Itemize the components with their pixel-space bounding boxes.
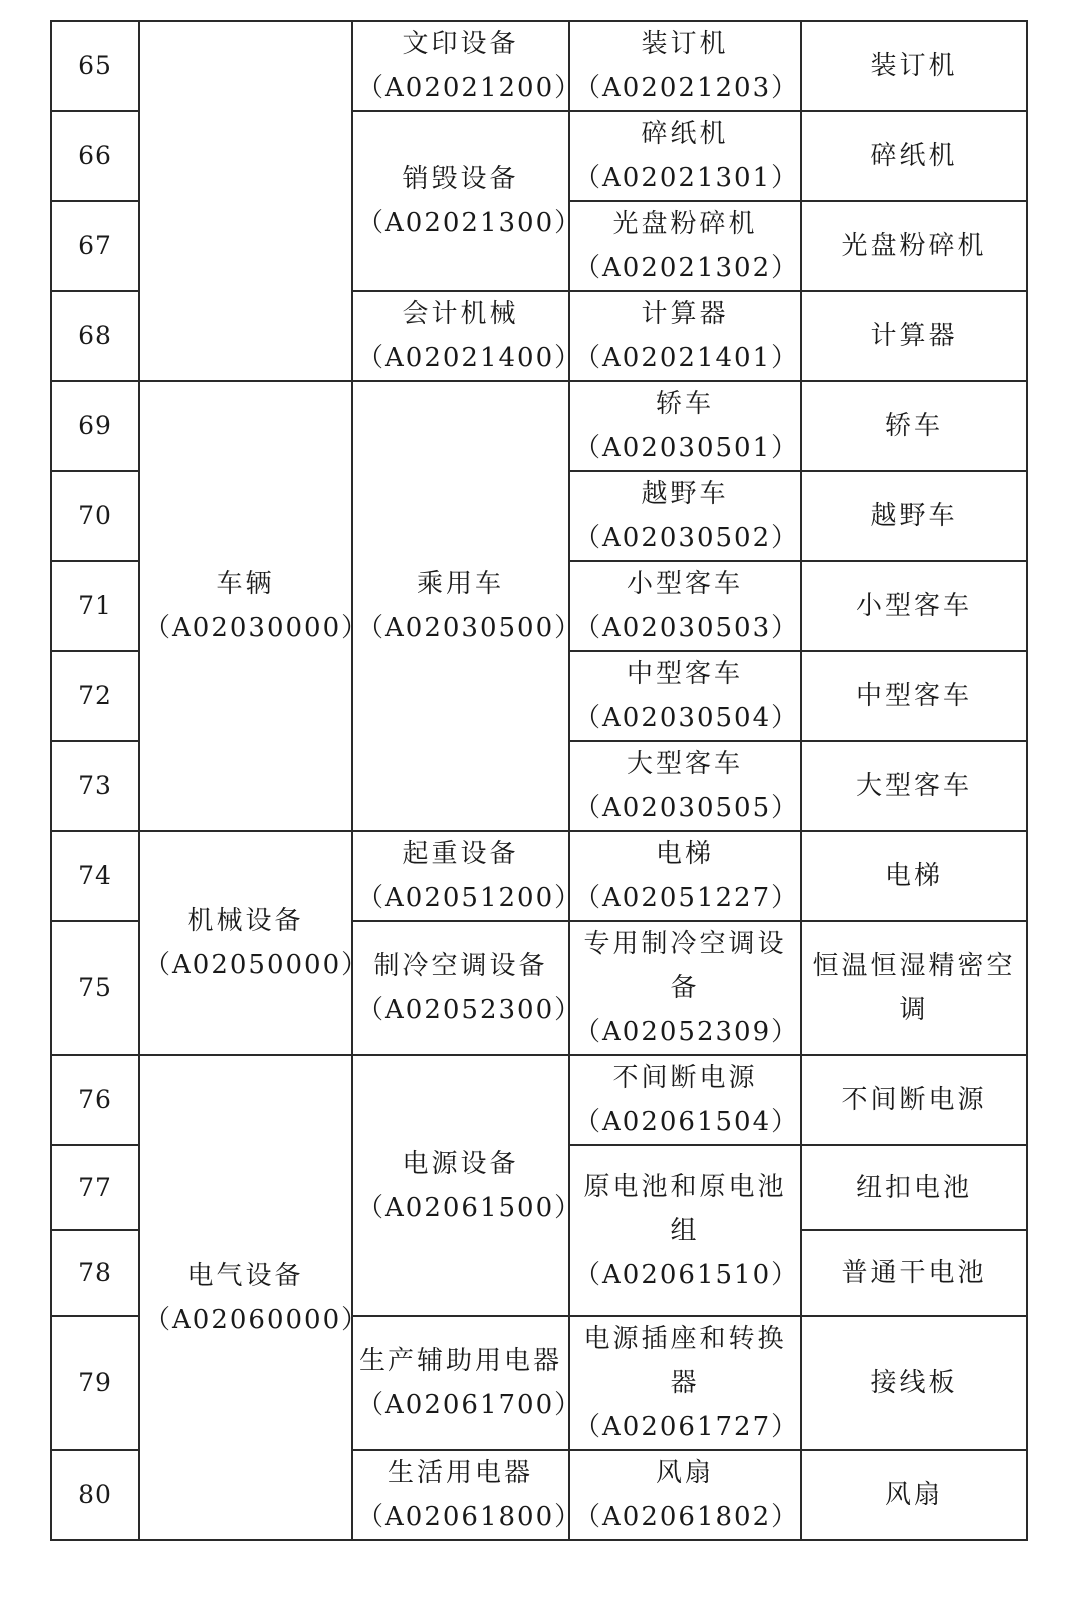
item-code: （A02021301） [574,163,800,193]
subcategory-code: （A02051200） [357,883,583,913]
category-cell [139,381,370,831]
row-number: 75 [51,921,139,1055]
item-cell [569,921,801,1055]
item-cell [569,831,801,921]
item-cell [569,741,801,831]
category-code: （A02050000） [144,950,370,980]
subcategory-code: （A02061500） [357,1192,583,1223]
item-code: （A02052309） [574,1017,800,1047]
product-cell: 纽扣电池 [801,1145,1027,1230]
item-code: （A02030502） [574,523,800,553]
subcategory-cell [352,111,583,291]
item-cell [569,1450,801,1540]
item-name: 轿车 [655,389,714,419]
item-cell [569,21,801,111]
item-cell [569,201,801,291]
item-code: （A02030504） [574,703,800,733]
product-cell: 计算器 [801,291,1027,381]
item-name: 电梯 [655,839,714,869]
subcategory-cell [352,1055,583,1316]
item-code: （A02061802） [574,1502,800,1532]
item-name: 中型客车 [626,659,743,689]
product-cell: 恒温恒湿精密空调 [801,921,1027,1055]
product-cell: 装订机 [801,21,1027,111]
row-number: 69 [51,381,139,471]
subcategory-name: 乘用车 [416,569,504,599]
item-cell [569,1055,801,1145]
product-cell: 越野车 [801,471,1027,561]
product-cell: 光盘粉碎机 [801,201,1027,291]
product-cell: 普通干电池 [801,1230,1027,1316]
item-name: 大型客车 [626,749,743,779]
item-cell [569,291,801,381]
subcategory-name: 会计机械 [402,299,519,329]
product-cell: 接线板 [801,1316,1027,1450]
subcategory-cell [352,291,583,381]
item-cell [569,381,801,471]
category-cell [139,21,352,381]
row-number: 73 [51,741,139,831]
item-cell [569,561,801,651]
subcategory-code: （A02061700） [357,1390,583,1420]
row-number: 66 [51,111,139,201]
category-cell [139,1055,370,1540]
item-name: 光盘粉碎机 [612,209,758,239]
item-code: （A02021203） [574,73,800,103]
item-code: （A02061510） [574,1259,800,1290]
row-number: 77 [51,1145,139,1230]
item-name: 装订机 [641,29,729,59]
product-cell: 风扇 [801,1450,1027,1540]
category-name: 机械设备 [187,906,304,936]
subcategory-code: （A02052300） [357,995,583,1025]
subcategory-name: 销毁设备 [402,164,519,194]
item-cell [569,651,801,741]
item-cell [569,111,801,201]
category-code: （A02030000） [144,613,370,643]
row-number: 78 [51,1230,139,1316]
row-number: 71 [51,561,139,651]
item-code: （A02021302） [574,253,800,283]
item-cell [569,1145,801,1316]
item-code: （A02030505） [574,793,800,823]
table-row [51,21,1027,111]
product-cell: 碎纸机 [801,111,1027,201]
item-code: （A02061727） [574,1412,800,1442]
item-code: （A02030501） [574,433,800,463]
subcategory-code: （A02021200） [357,73,583,103]
subcategory-name: 制冷空调设备 [373,951,548,981]
item-code: （A02021401） [574,343,800,373]
table-row [51,831,1027,921]
item-name: 碎纸机 [641,119,729,149]
subcategory-name: 电源设备 [402,1148,519,1179]
subcategory-cell [352,1450,583,1540]
item-name: 小型客车 [626,569,743,599]
category-code: （A02060000） [144,1304,370,1335]
row-number: 68 [51,291,139,381]
subcategory-cell [352,381,583,831]
subcategory-code: （A02030500） [357,613,583,643]
item-name: 专用制冷空调设备 [583,929,787,1003]
product-cell: 轿车 [801,381,1027,471]
item-name: 计算器 [641,299,729,329]
row-number: 67 [51,201,139,291]
table-row [51,381,1027,471]
subcategory-cell [352,1316,583,1450]
category-name: 车辆 [216,569,275,599]
subcategory-name: 生产辅助用电器 [358,1346,562,1376]
subcategory-cell [352,921,583,1055]
item-name: 电源插座和转换器 [583,1324,787,1398]
item-cell [569,471,801,561]
item-code: （A02061504） [574,1107,800,1137]
subcategory-cell [352,831,583,921]
row-number: 65 [51,21,139,111]
product-cell: 小型客车 [801,561,1027,651]
row-number: 79 [51,1316,139,1450]
item-code: （A02051227） [574,883,800,913]
item-name: 原电池和原电池组 [583,1171,787,1246]
subcategory-code: （A02021300） [357,208,583,238]
subcategory-code: （A02061800） [357,1502,583,1532]
subcategory-code: （A02021400） [357,343,583,373]
product-cell: 不间断电源 [801,1055,1027,1145]
subcategory-name: 文印设备 [402,29,519,59]
category-name: 电气设备 [187,1260,304,1291]
row-number: 76 [51,1055,139,1145]
table-row [51,1055,1027,1145]
row-number: 72 [51,651,139,741]
category-cell [139,831,370,1055]
product-cell: 大型客车 [801,741,1027,831]
item-name: 不间断电源 [612,1063,758,1093]
row-number: 80 [51,1450,139,1540]
item-name: 越野车 [641,479,729,509]
subcategory-name: 起重设备 [402,839,519,869]
item-name: 风扇 [655,1458,714,1488]
item-cell [569,1316,801,1450]
product-cell: 中型客车 [801,651,1027,741]
product-cell: 电梯 [801,831,1027,921]
row-number: 70 [51,471,139,561]
procurement-catalog-table [50,20,1028,1541]
row-number: 74 [51,831,139,921]
subcategory-name: 生活用电器 [387,1458,533,1488]
item-code: （A02030503） [574,613,800,643]
subcategory-cell [352,21,583,111]
